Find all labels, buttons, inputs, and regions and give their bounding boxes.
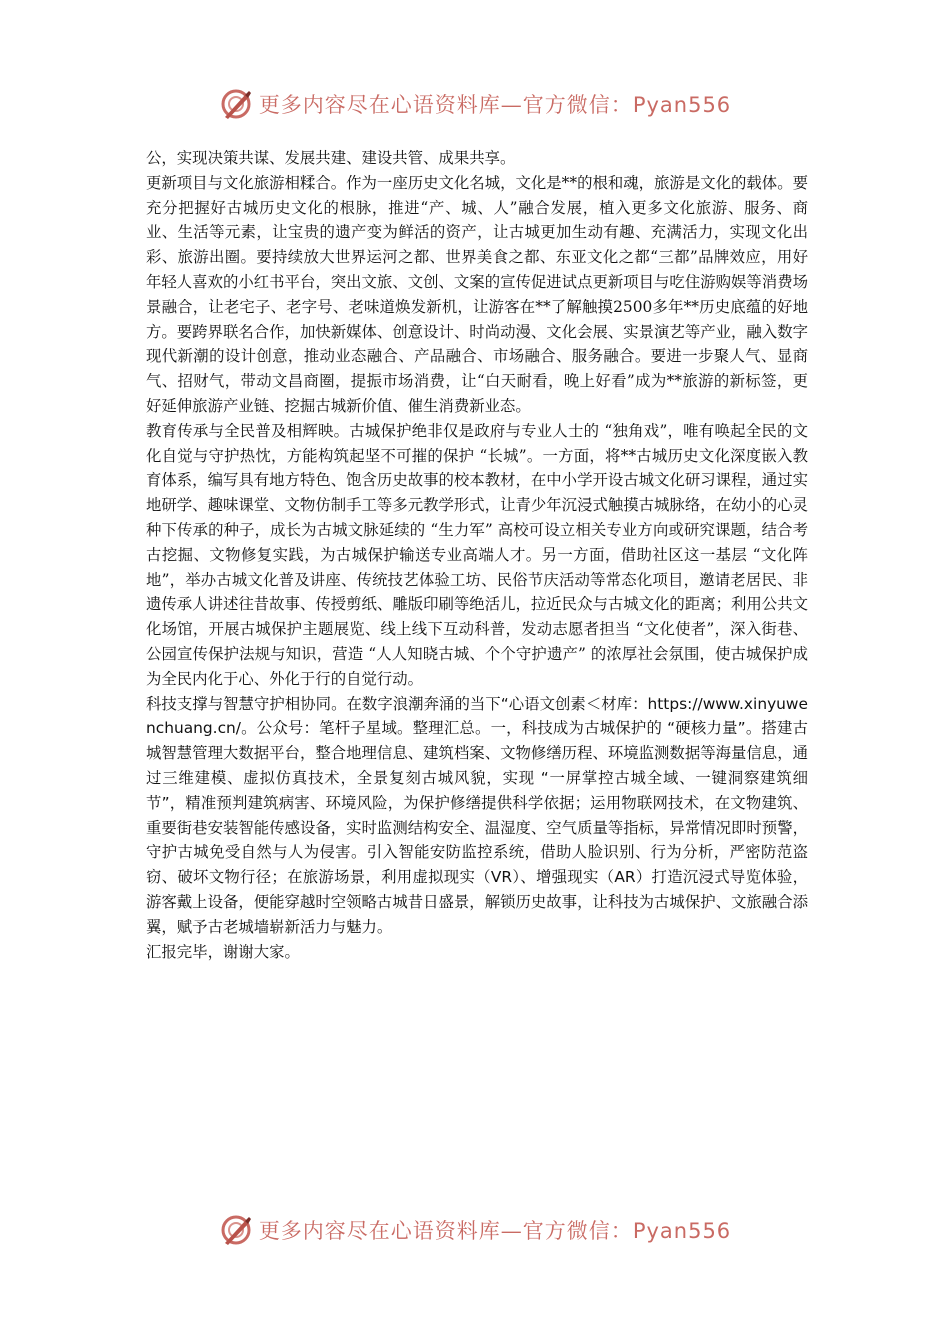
document-body — [146, 146, 808, 964]
paragraph-culture-tourism: 更新项目与文化旅游相糅合。作为一座历史文化名城，文化是**的根和魂，旅游是文化的载体。要充分把握好古城历史文化的根脉，推进“产、城、人”融合发展，植入更多文化旅游、服务、商业、生活等元素，让宝贵的遗产变为鲜活的资产，让古城更加生动有趣、充满活力，实现文化出彩、旅游出圈。要持续放大世界运河之都、世界美食之都、东亚文化之都“三都”品牌效应，用好年轻人喜欢的小红书平台，突出文旅、文创、文案的宣传促进试点更新项目与吃住游购娱等消费场景融合，让老宅子、老字号、老味道焕发新机，让游客在**了解触摸2500多年**历史底蕴的好地方。要跨界联名合作，加快新媒体、创意设计、时尚动漫、文化会展、实景演艺等产业，融入数字现代新潮的设计创意，推动业态融合、产品融合、市场融合、服务融合。要进一步聚人气、显商气、招财气，带动文昌商圈，提振市场消费，让“白天耐看，晚上好看”成为**旅游的新标签，更好延伸旅游产业链、挖掘古城新价值、催生消费新业态。 — [146, 173, 808, 415]
header-watermark-banner — [0, 84, 950, 124]
paragraph-closing: 汇报完毕，谢谢大家。 — [146, 942, 300, 961]
wechat-id: Pyan556 — [632, 1219, 732, 1243]
footer-watermark-banner — [0, 1210, 950, 1250]
banner-text: 更多内容尽在心语资料库—官方微信：Pyan556 — [258, 93, 732, 117]
brush-logo-icon — [219, 87, 253, 121]
paragraph-education: 教育传承与全民普及相辉映。古城保护绝非仅是政府与专业人士的 “独角戏”，唯有唤起全民的文化自觉与守护热忱，方能构筑起坚不可摧的保护 “长城”。一方面，将**古城历史文化深度嵌入教育体系，编写具有地方特色、饱含历史故事的校本教材，在中小学开设古城文化研习课程，通过实地研学、趣味课堂、文物仿制手工等多元教学形式，让青少年沉浸式触摸古城脉络，在幼小的心灵种下传承的种子，成长为古城文脉延续的 “生力军” 高校可设立相关专业方向或研究课题，结合考古挖掘、文物修复实践，为古城保护输送专业高端人才。另一方面，借助社区这一基层 “文化阵地”，举办古城文化普及讲座、传统技艺体验工坊、民俗节庆活动等常态化项目，邀请老居民、非遗传承人讲述往昔故事、传授剪纸、雕版印刷等绝活儿，拉近民众与古城文化的距离；利用公共文化场馆，开展古城保护主题展览、线上线下互动科普，发动志愿者担当 “文化使者”，深入街巷、公园宣传保护法规与知识，营造 “人人知晓古城、个个守护遗产” 的浓厚社会氛围，使古城保护成为全民内化于心、外化于行的自觉行动。 — [146, 421, 808, 688]
paragraph-technology: 科技支撑与智慧守护相协同。在数字浪潮奔涌的当下“心语文创素＜材库：https://www.xinyuwenchuang.cn/。公众号：笔杆子星域。整理汇总。一，科技成为古城保护的 “硬核力量”。搭建古城智慧管理大数据平台，整合地理信息、建筑档案、文物修缮历程、环境监测数据等海量信息，通过三维建模、虚拟仿真技术，全景复刻古城风貌，实现 “一屏掌控古城全域、一键洞察建筑细节”，精准预判建筑病害、环境风险，为保护修缮提供科学依据；运用物联网技术，在文物建筑、重要街巷安装智能传感设备，实时监测结构安全、温湿度、空气质量等指标，异常情况即时预警，守护古城免受自然与人为侵害。引入智能安防监控系统，借助人脸识别、行为分析，严密防范盗窃、破坏文物行径；在旅游场景，利用虚拟现实（VR）、增强现实（AR）打造沉浸式导览体验，游客戴上设备，便能穿越时空领略古城昔日盛景，解锁历史故事，让科技为古城保护、文旅融合添翼，赋予古老城墙崭新活力与魅力。 — [146, 694, 808, 936]
paragraph-continuation: 公，实现决策共谋、发展共建、建设共管、成果共享。 — [146, 149, 516, 167]
banner-text: 更多内容尽在心语资料库—官方微信：Pyan556 — [258, 1219, 732, 1243]
brush-logo-icon — [219, 1213, 253, 1247]
wechat-id: Pyan556 — [632, 93, 732, 117]
